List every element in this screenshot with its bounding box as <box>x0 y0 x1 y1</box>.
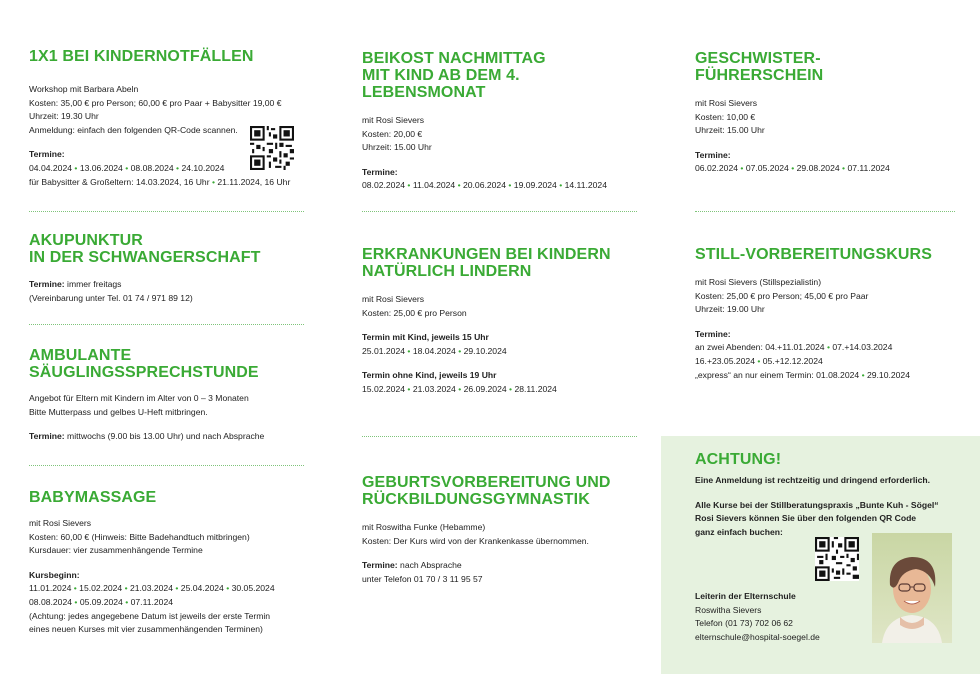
section-divider <box>29 465 304 466</box>
bring-text: Bitte Mutterpass und gelbes U-Heft mitbringen. <box>29 406 208 417</box>
termine-label: Termine: <box>29 149 65 160</box>
course-duration: Kursdauer: vier zusammenhängende Termine <box>29 545 203 556</box>
section-babymassage <box>29 489 304 637</box>
section-title: STILL-VORBEREITUNGSKURS <box>695 246 932 263</box>
section-title: GESCHWISTER- FÜHRERSCHEIN <box>695 50 824 84</box>
qr-code-icon[interactable] <box>250 126 294 170</box>
section-title: ACHTUNG! <box>695 451 782 468</box>
phone-info: (Vereinbarung unter Tel. 01 74 / 971 89 12) <box>29 292 193 303</box>
termine-label: Termine: <box>362 166 398 177</box>
contact-name: Roswitha Sievers <box>695 604 762 615</box>
kursbeginn-label: Kursbeginn: <box>29 569 80 580</box>
course-cost: Kosten: 25,00 € pro Person <box>362 307 467 318</box>
date-list: 11.01.2024 • 15.02.2024 • 21.03.2024 • 25.04.2024 • 30.05.2024 <box>29 583 275 594</box>
section-title: BABYMASSAGE <box>29 489 157 506</box>
termin-label: Termin mit Kind, jeweils 15 Uhr <box>362 332 489 343</box>
course-time: Uhrzeit: 19.00 Uhr <box>695 304 765 315</box>
section-title: ERKRANKUNGEN BEI KINDERN NATÜRLICH LINDERN <box>362 246 611 280</box>
date-list: 06.02.2024 • 07.05.2024 • 29.08.2024 • 07.11.2024 <box>695 163 890 174</box>
qr-code-icon[interactable] <box>815 537 859 581</box>
section-erkrankungen <box>362 246 637 397</box>
course-instructor: mit Rosi Sievers <box>362 115 425 125</box>
section-divider <box>362 436 637 437</box>
section-title: AKUPUNKTUR IN DER SCHWANGERSCHAFT <box>29 232 261 266</box>
course-cost: Kosten: 20,00 € <box>362 128 423 139</box>
section-divider <box>695 211 955 212</box>
booking-text: ganz einfach buchen: <box>695 526 783 537</box>
booking-text: Alle Kurse bei der Stillberatungspraxis „Bunte Kuh - Sögel“ <box>695 499 939 510</box>
note-text: eines neuen Kurses mit vier zusammenhängenden Terminen) <box>29 624 263 635</box>
termine-label: Termine: <box>695 149 731 160</box>
date-list: „express“ an nur einem Termin: 01.08.2024 • 29.10.2024 <box>695 369 910 380</box>
section-beikost <box>362 50 637 193</box>
babysitter-dates: für Babysitter & Großeltern: 14.03.2024, 16 Uhr • 21.11.2024, 16 Uhr <box>29 176 291 187</box>
termine-info: Termine: immer freitags <box>29 279 122 289</box>
course-instructor: mit Rosi Sievers <box>29 518 92 528</box>
note-text: (Achtung: jedes angegebene Datum ist jeweils der erste Termin <box>29 610 271 621</box>
section-still-vorbereitung <box>695 246 955 382</box>
notice-text: Eine Anmeldung ist rechtzeitig und dringend erforderlich. <box>695 475 931 485</box>
termin-label: Termin ohne Kind, jeweils 19 Uhr <box>362 370 497 381</box>
section-title: 1X1 BEI KINDERNOTFÄLLEN <box>29 48 254 65</box>
course-cost: Kosten: Der Kurs wird von der Krankenkasse übernommen. <box>362 535 589 546</box>
section-title: AMBULANTE SÄUGLINGSSPRECHSTUNDE <box>29 347 259 381</box>
section-geschwister <box>695 50 955 176</box>
contact-label: Leiterin der Elternschule <box>695 591 796 601</box>
date-list: 16.+23.05.2024 • 05.+12.12.2024 <box>695 355 823 366</box>
course-instructor: mit Rosi Sievers <box>362 294 425 304</box>
date-list: 04.04.2024 • 13.06.2024 • 08.08.2024 • 24.10.2024 <box>29 162 225 173</box>
course-cost: Kosten: 35,00 € pro Person; 60,00 € pro Paar + Babysitter 19,00 € <box>29 97 282 108</box>
section-divider <box>29 211 304 212</box>
section-title: GEBURTSVORBEREITUNG UND RÜCKBILDUNGSGYMNASTIK <box>362 474 611 508</box>
course-cost: Kosten: 60,00 € (Hinweis: Bitte Badehandtuch mitbringen) <box>29 531 250 542</box>
course-time: Uhrzeit: 15.00 Uhr <box>695 125 765 136</box>
section-akupunktur <box>29 232 304 305</box>
course-cost: Kosten: 10,00 € <box>695 111 756 122</box>
course-instructor: Workshop mit Barbara Abeln <box>29 84 139 94</box>
termine-label: Termine: <box>695 328 731 339</box>
termine-info: Termine: nach Absprache <box>362 560 462 571</box>
section-geburtsvorbereitung <box>362 474 637 586</box>
date-list: 15.02.2024 • 21.03.2024 • 26.09.2024 • 28.11.2024 <box>362 383 557 394</box>
booking-text: Rosi Sievers können Sie über den folgenden QR Code <box>695 513 917 524</box>
portrait-photo <box>872 533 952 643</box>
contact-phone: Telefon (01 73) 702 06 62 <box>695 618 793 629</box>
course-time: Uhrzeit: 19.30 Uhr <box>29 111 99 122</box>
phone-info: unter Telefon 01 70 / 3 11 95 57 <box>362 573 483 584</box>
section-divider <box>29 324 304 325</box>
course-time: Uhrzeit: 15.00 Uhr <box>362 142 432 153</box>
section-divider <box>362 211 637 212</box>
section-title: BEIKOST NACHMITTAG MIT KIND AB DEM 4. LEBENSMONAT <box>362 50 546 101</box>
date-list: 25.01.2024 • 18.04.2024 • 29.10.2024 <box>362 345 507 356</box>
date-list: an zwei Abenden: 04.+11.01.2024 • 07.+14.03.2024 <box>695 342 893 353</box>
contact-email[interactable]: elternschule@hospital-soegel.de <box>695 631 820 642</box>
date-list: 08.08.2024 • 05.09.2024 • 07.11.2024 <box>29 596 173 607</box>
course-registration: Anmeldung: einfach den folgenden QR-Code scannen. <box>29 124 238 135</box>
course-instructor: mit Rosi Sievers <box>695 98 758 108</box>
course-instructor: mit Rosi Sievers (Stillspezialistin) <box>695 277 822 287</box>
section-saeuglingssprechstunde <box>29 347 304 444</box>
offer-text: Angebot für Eltern mit Kindern im Alter von 0 – 3 Monaten <box>29 393 249 403</box>
course-cost: Kosten: 25,00 € pro Person; 45,00 € pro Paar <box>695 290 869 301</box>
achtung-section <box>695 451 955 539</box>
course-instructor: mit Roswitha Funke (Hebamme) <box>362 522 486 532</box>
termine-info: Termine: mittwochs (9.00 bis 13.00 Uhr) und nach Absprache <box>29 431 265 442</box>
date-list: 08.02.2024 • 11.04.2024 • 20.06.2024 • 19.09.2024 • 14.11.2024 <box>362 180 607 191</box>
